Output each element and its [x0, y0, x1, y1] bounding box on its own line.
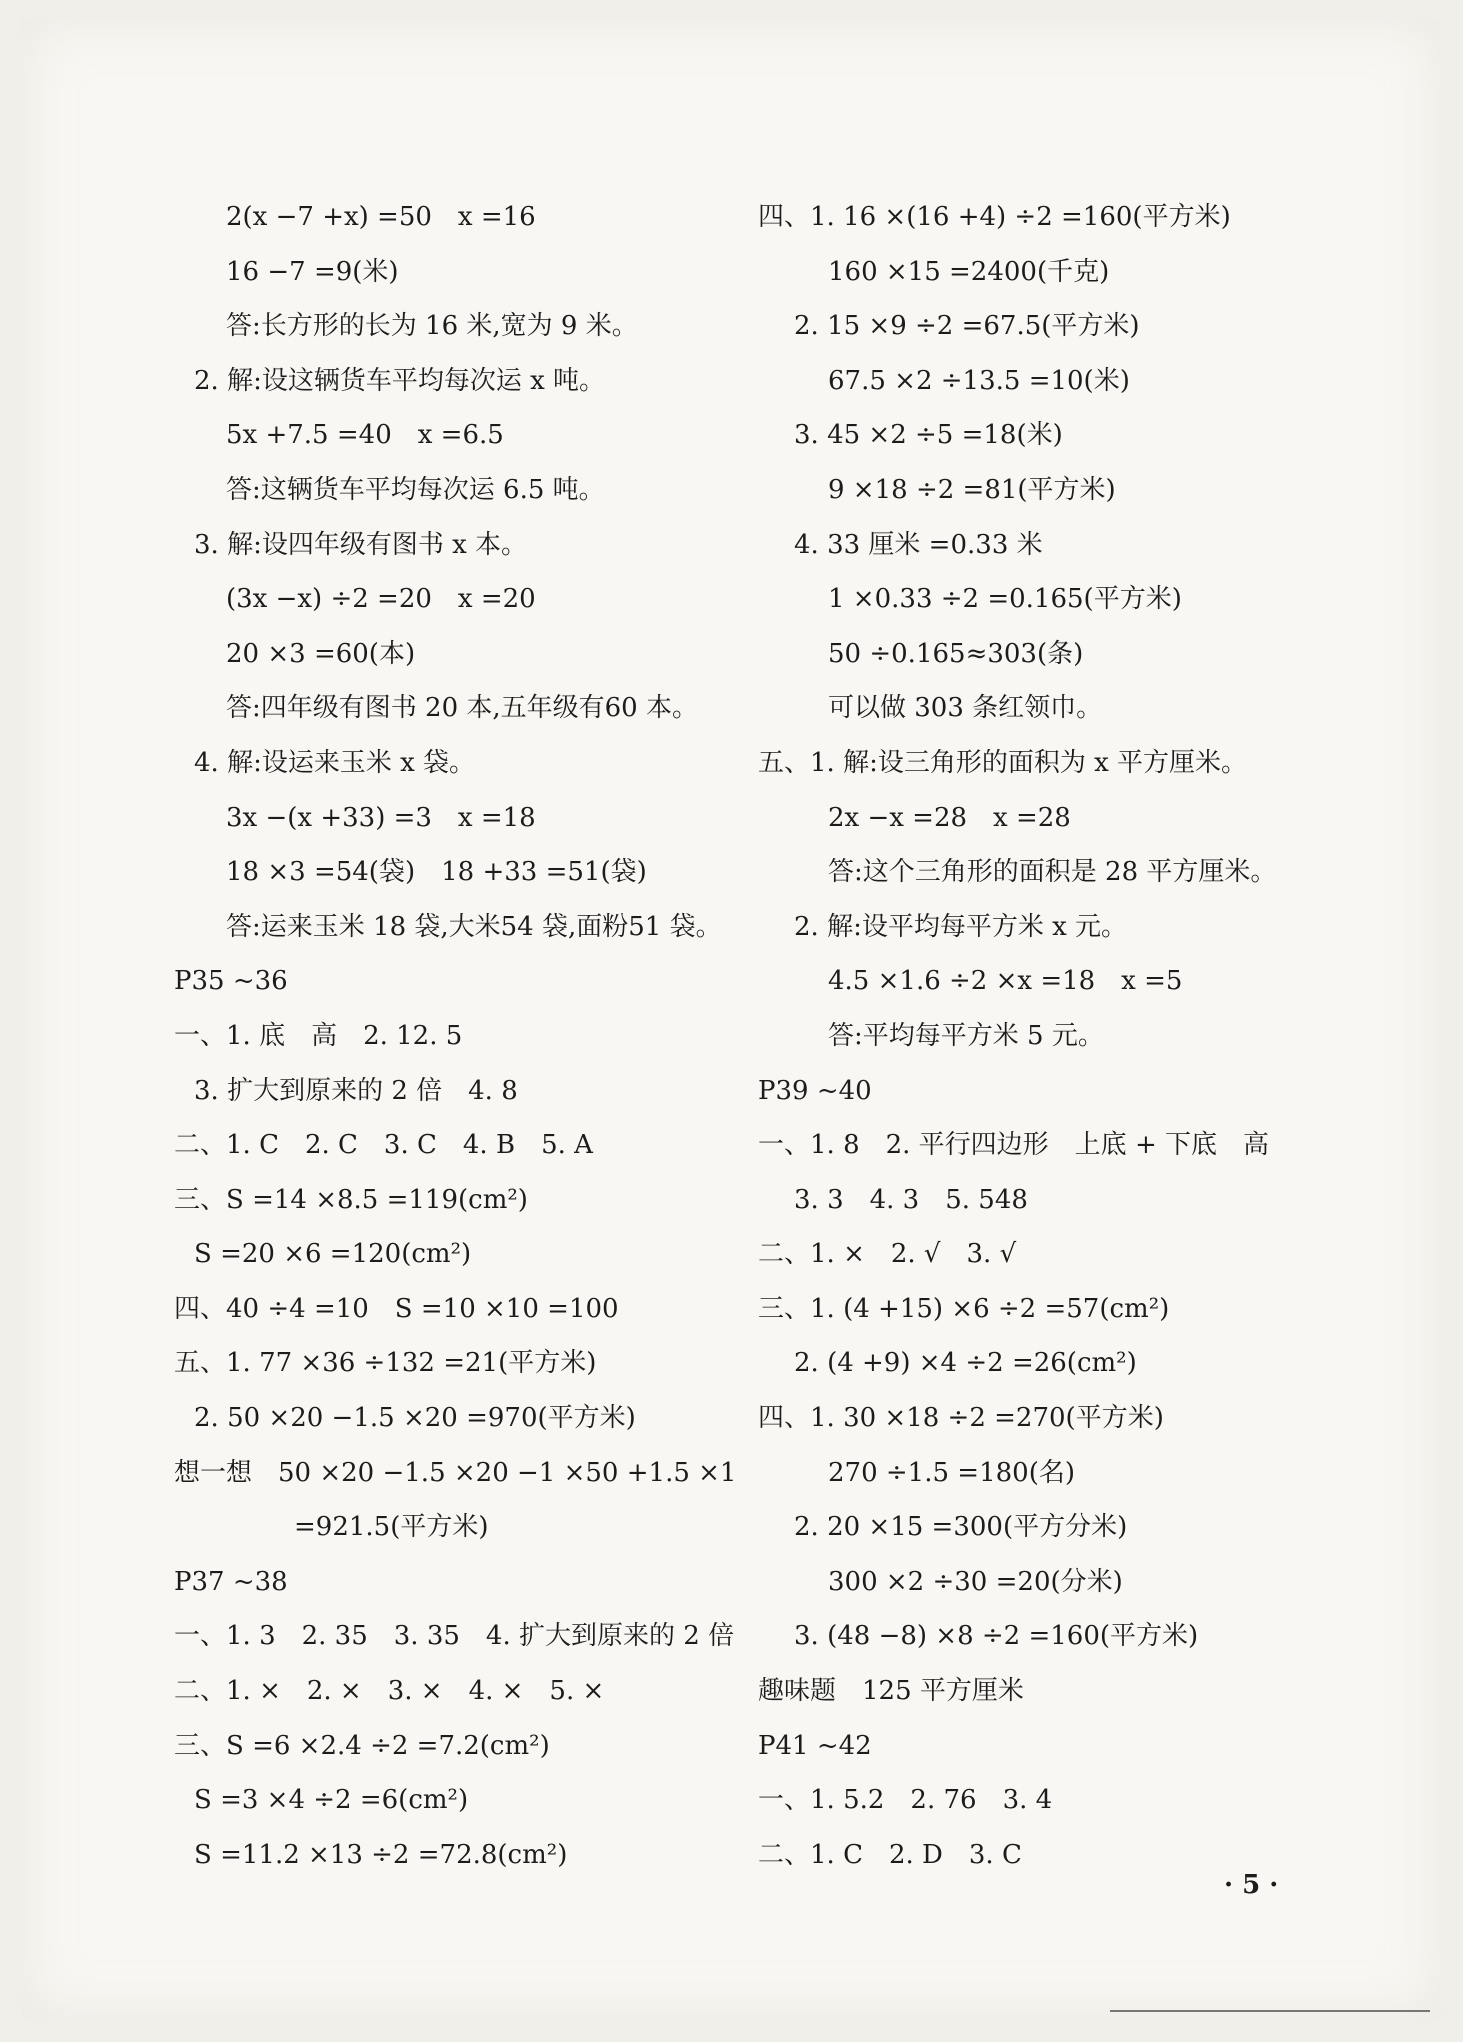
answer-line: 4. 33 厘米 =0.33 米 [794, 529, 1043, 560]
answer-line: P39 ~40 [758, 1075, 872, 1106]
answer-line: 2. 20 ×15 =300(平方分米) [794, 1512, 1128, 1543]
right-answer-column [758, 190, 1358, 1882]
answer-line: 3x −(x +33) =3 x =18 [226, 802, 536, 833]
answer-line: 16 −7 =9(米) [226, 256, 399, 287]
answer-line: 2. 解:设这辆货车平均每次运 x 吨。 [194, 365, 606, 396]
left-answer-column [174, 190, 737, 1882]
answer-line: 四、40 ÷4 =10 S =10 ×10 =100 [174, 1293, 619, 1324]
answer-line: 三、1. (4 +15) ×6 ÷2 =57(cm²) [758, 1293, 1170, 1324]
answer-line: 趣味题 125 平方厘米 [758, 1676, 1024, 1707]
answer-line: 答:这个三角形的面积是 28 平方厘米。 [828, 857, 1277, 888]
answer-line: 4.5 ×1.6 ÷2 ×x =18 x =5 [828, 966, 1183, 997]
answer-line: (3x −x) ÷2 =20 x =20 [226, 584, 536, 615]
answer-line: 4. 解:设运来玉米 x 袋。 [194, 747, 476, 778]
answer-line: 300 ×2 ÷30 =20(分米) [828, 1566, 1123, 1597]
answer-line: 3. (48 −8) ×8 ÷2 =160(平方米) [794, 1621, 1199, 1652]
answer-line: 答:这辆货车平均每次运 6.5 吨。 [226, 474, 605, 505]
answer-line: 二、1. × 2. √ 3. √ [758, 1239, 1017, 1270]
answer-line: 1 ×0.33 ÷2 =0.165(平方米) [828, 584, 1182, 615]
answer-line: 2. 解:设平均每平方米 x 元。 [794, 911, 1128, 942]
answer-line: P35 ~36 [174, 966, 288, 997]
answer-line: 答:运来玉米 18 袋,大米54 袋,面粉51 袋。 [226, 911, 722, 942]
answer-line: 3. 扩大到原来的 2 倍 4. 8 [194, 1075, 518, 1106]
answer-line: 五、1. 解:设三角形的面积为 x 平方厘米。 [758, 747, 1248, 778]
answer-line: 三、S =14 ×8.5 =119(cm²) [174, 1184, 528, 1215]
answer-line: P41 ~42 [758, 1730, 872, 1761]
answer-line: 2(x −7 +x) =50 x =16 [226, 202, 536, 232]
answer-line: 160 ×15 =2400(千克) [828, 256, 1110, 287]
answer-page [22, 18, 1441, 2018]
answer-line: S =11.2 ×13 ÷2 =72.8(cm²) [194, 1839, 568, 1870]
answer-line: 答:长方形的长为 16 米,宽为 9 米。 [226, 311, 638, 342]
answer-line: 3. 45 ×2 ÷5 =18(米) [794, 420, 1063, 451]
answer-line: 二、1. C 2. C 3. C 4. B 5. A [174, 1130, 593, 1161]
answer-line: 一、1. 3 2. 35 3. 35 4. 扩大到原来的 2 倍 [174, 1621, 735, 1652]
answer-line: 答:平均每平方米 5 元。 [828, 1020, 1104, 1051]
answer-line: 答:四年级有图书 20 本,五年级有60 本。 [226, 693, 698, 724]
answer-line: S =3 ×4 ÷2 =6(cm²) [194, 1785, 469, 1816]
answer-line: 一、1. 5.2 2. 76 3. 4 [758, 1785, 1053, 1816]
answer-line: 2. 15 ×9 ÷2 =67.5(平方米) [794, 311, 1140, 342]
answer-line: 四、1. 16 ×(16 +4) ÷2 =160(平方米) [758, 202, 1231, 232]
answer-line: 5x +7.5 =40 x =6.5 [226, 420, 504, 451]
answer-line: 3. 3 4. 3 5. 548 [794, 1184, 1028, 1215]
answer-line: 50 ÷0.165≈303(条) [828, 638, 1084, 669]
answer-line: 270 ÷1.5 =180(名) [828, 1457, 1075, 1488]
answer-line: 四、1. 30 ×18 ÷2 =270(平方米) [758, 1403, 1164, 1434]
answer-line: 67.5 ×2 ÷13.5 =10(米) [828, 365, 1130, 396]
answer-line: 2x −x =28 x =28 [828, 802, 1071, 833]
answer-line: 二、1. × 2. × 3. × 4. × 5. × [174, 1676, 605, 1707]
answer-line: P37 ~38 [174, 1566, 288, 1597]
bottom-rule [1110, 2010, 1430, 2012]
answer-line: 2. (4 +9) ×4 ÷2 =26(cm²) [794, 1348, 1137, 1379]
answer-line: =921.5(平方米) [294, 1512, 489, 1543]
answer-line: 想一想 50 ×20 −1.5 ×20 −1 ×50 +1.5 ×1 [174, 1457, 737, 1488]
answer-line: 三、S =6 ×2.4 ÷2 =7.2(cm²) [174, 1730, 550, 1761]
answer-line: 五、1. 77 ×36 ÷132 =21(平方米) [174, 1348, 597, 1379]
answer-line: S =20 ×6 =120(cm²) [194, 1239, 472, 1270]
answer-line: 二、1. C 2. D 3. C [758, 1839, 1022, 1870]
answer-line: 20 ×3 =60(本) [226, 638, 416, 669]
answer-line: 可以做 303 条红领巾。 [828, 693, 1103, 724]
answer-line: 2. 50 ×20 −1.5 ×20 =970(平方米) [194, 1403, 636, 1434]
answer-line: 一、1. 8 2. 平行四边形 上底 + 下底 高 [758, 1130, 1269, 1161]
answer-line: 一、1. 底 高 2. 12. 5 [174, 1020, 463, 1051]
answer-line: 9 ×18 ÷2 =81(平方米) [828, 474, 1116, 505]
answer-line: 18 ×3 =54(袋) 18 +33 =51(袋) [226, 857, 647, 888]
page-number: · 5 · [1224, 1870, 1279, 1900]
answer-line: 3. 解:设四年级有图书 x 本。 [194, 529, 528, 560]
